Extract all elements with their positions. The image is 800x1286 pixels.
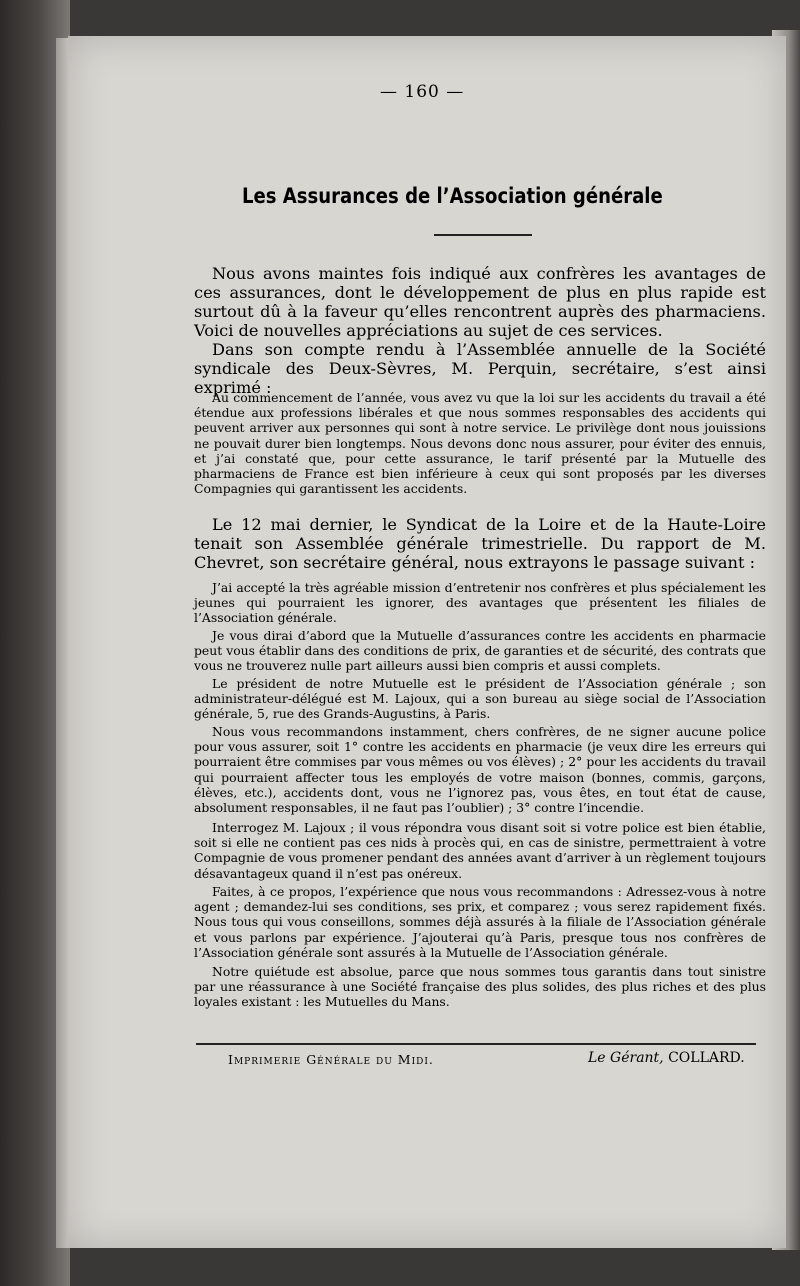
chevret-quote-5: Interrogez M. Lajoux ; il vous répondra vous disant soit si votre police est bien établie, soit si elle ne contient pas ces nids à procès qui, en cas de sinistre, permettraient à votre Compagnie de vous promener pendant des années avant d’arriver à un règlement toujours désavantageux quand il n’est pas onéreux. <box>194 820 766 881</box>
title-rule <box>434 234 532 236</box>
article-title: Les Assurances de l’Association générale <box>242 184 663 208</box>
chevret-quote-6: Faites, à ce propos, l’expérience que nous vous recommandons : Adressez-vous à notre agent ; demandez-lui ses conditions, ses prix, et comparez ; vous serez rapidement fixés. Nous tous qui vous conseillons, sommes déjà assurés à la filiale de l’Association générale et vous parlons par expérience. J’ajouterai qu’à Paris, presque tous nos confrères de l’Association générale sont assurés à la Mutuelle de l’Association générale. <box>194 884 766 960</box>
manager-name: COLLARD. <box>668 1050 745 1066</box>
loire-paragraph: Le 12 mai dernier, le Syndicat de la Loire et de la Haute-Loire tenait son Assemblée générale trimestrielle. Du rapport de M. Chevret, son secrétaire général, nous extrayons le passage suivant : <box>194 515 766 572</box>
chevret-quote-7: Notre quiétude est absolue, parce que nous sommes tous garantis dans tout sinistre par une réassurance à une Société française des plus solides, des plus riches et des plus loyales existant : les Mutuelles du Mans. <box>194 964 766 1010</box>
manager-credit <box>588 1050 745 1066</box>
perquin-quote: Au commencement de l’année, vous avez vu que la loi sur les accidents du travail a été étendue aux professions libérales et que nous sommes responsables des accidents qui peuvent arriver aux personnes qui sont à notre service. Le privilège dont nous jouissions ne pouvait durer bien longtemps. Nous devons donc nous assurer, pour éviter des ennuis, et j’ai constaté que, pour cette assurance, le tarif présenté par la Mutuelle des pharmaciens de France est bien inférieure à ceux qui sont proposés par les diverses Compagnies qui garantissent les accidents. <box>194 390 766 497</box>
manager-label: Le Gérant, <box>588 1050 664 1066</box>
chevret-quote-4: Nous vous recommandons instamment, chers confrères, de ne signer aucune police pour vous assurer, soit 1° contre les accidents en pharmacie (je veux dire les erreurs qui pourraient être commises par vous mêmes ou vos élèves) ; 2° pour les accidents du travail qui pourraient affecter tous les employés de votre maison (bonnes, commis, garçons, élèves, etc.), accidents dont, vous ne l’ignorez pas, vous êtes, en tout état de cause, absolument responsables, il ne faut pas l’oublier) ; 3° contre l’incendie. <box>194 724 766 816</box>
intro-paragraph: Nous avons maintes fois indiqué aux confrères les avantages de ces assurances, dont le développement de plus en plus rapide est surtout dû à la faveur qu’elles rencontrent auprès des pharmaciens. Voici de nouvelles appréciations au sujet de ces services. <box>194 264 766 340</box>
chevret-quote-2: Je vous dirai d’abord que la Mutuelle d’assurances contre les accidents en pharmacie peut vous établir dans des conditions de prix, de garanties et de sécurité, des contrats que vous ne trouverez nulle part ailleurs aussi bien compris et aussi complets. <box>194 628 766 674</box>
deux-sevres-paragraph: Dans son compte rendu à l’Assemblée annuelle de la Société syndicale des Deux-Sèvres, M. Perquin, secrétaire, s’est ainsi exprimé : <box>194 340 766 397</box>
chevret-quote-1: J’ai accepté la très agréable mission d’entretenir nos confrères et plus spécialement les jeunes qui pourraient les ignorer, des avantages que présentent les filiales de l’Association générale. <box>194 580 766 626</box>
page-number: — 160 — <box>380 82 465 102</box>
chevret-quote-3: Le président de notre Mutuelle est le président de l’Association générale ; son administrateur-délégué est M. Lajoux, qui a son bureau au siège social de l’Association générale, 5, rue des Grands-Augustins, à Paris. <box>194 676 766 722</box>
footer-rule <box>196 1043 756 1045</box>
printer-credit: Imprimerie Générale du Midi. <box>228 1052 434 1067</box>
